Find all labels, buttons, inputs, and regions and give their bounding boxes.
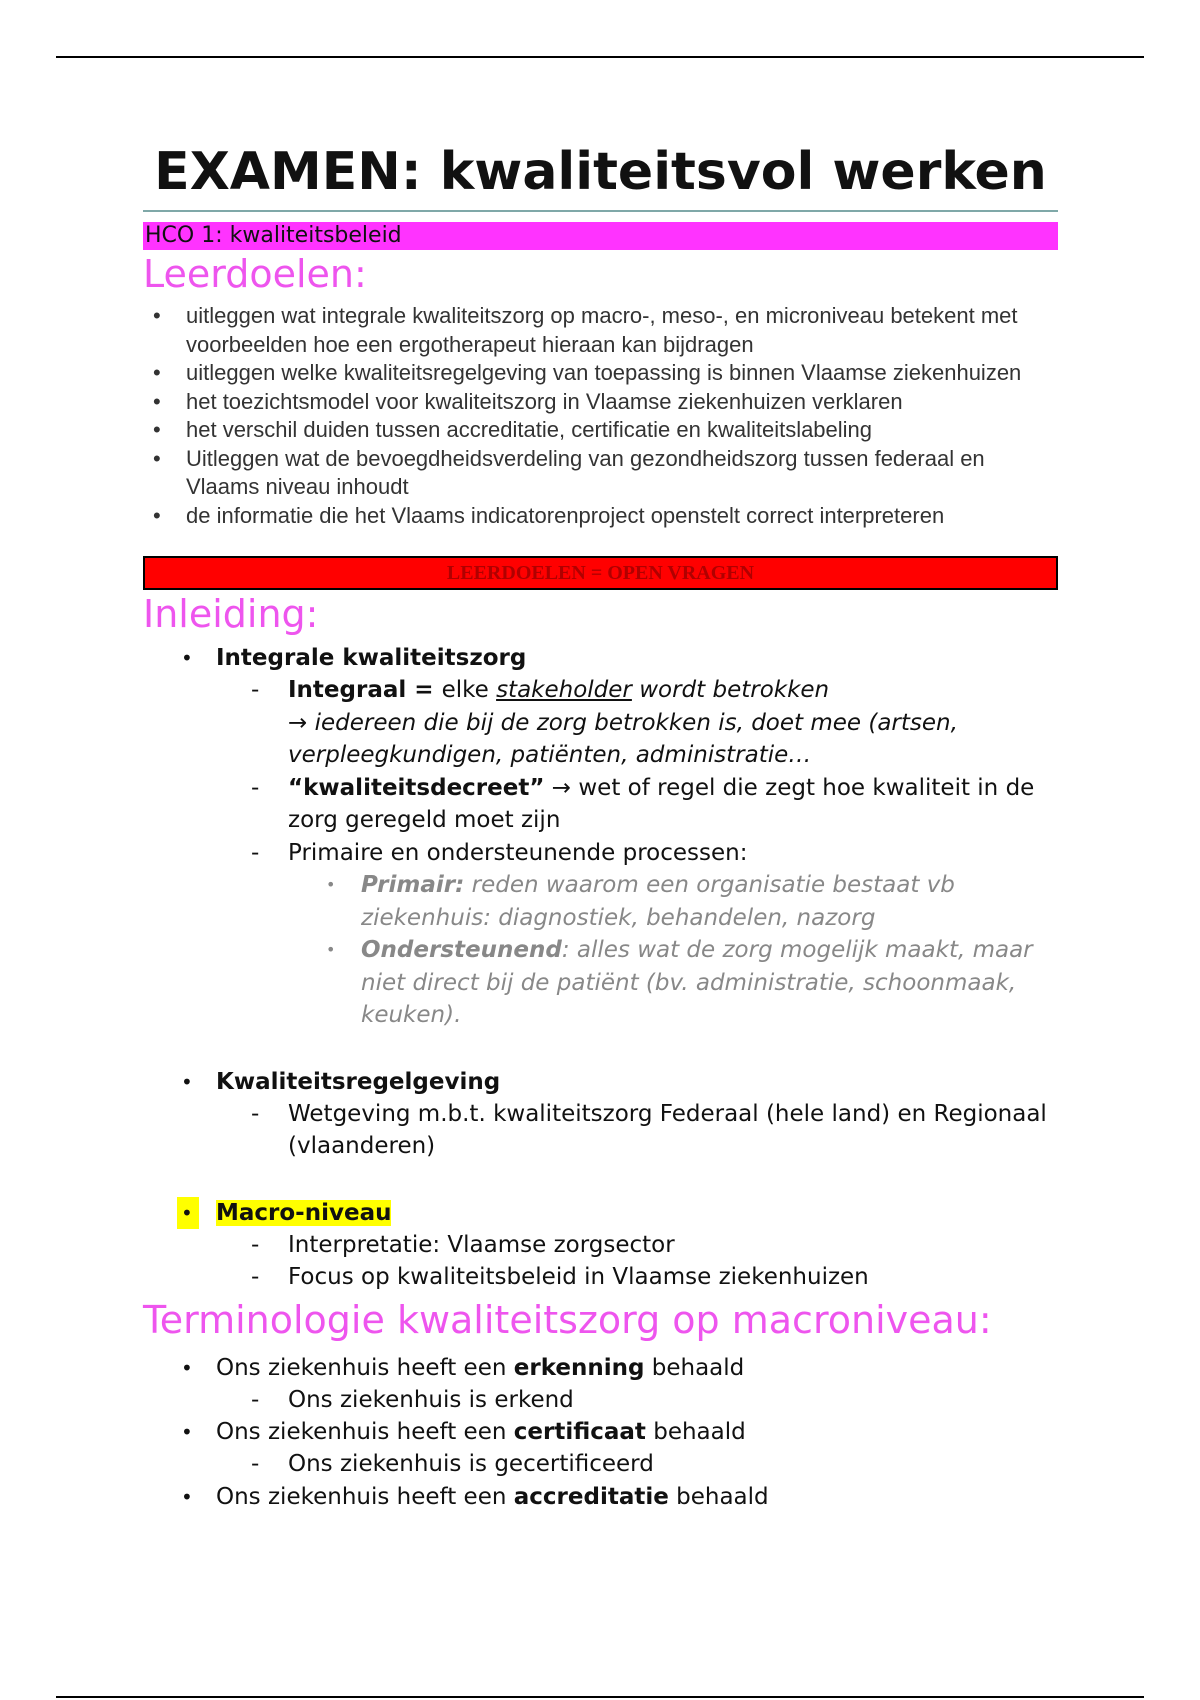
term-prefix: Ons ziekenhuis heeft een bbox=[216, 1354, 514, 1381]
term-prefix: Ons ziekenhuis heeft een bbox=[216, 1419, 514, 1445]
list-item bbox=[143, 837, 1058, 870]
list-item bbox=[143, 1384, 1058, 1417]
integraal-rest: wordt betrokken bbox=[631, 677, 830, 703]
regelgeving-title: Kwaliteitsregelgeving bbox=[216, 1068, 501, 1095]
bullet-icon: • bbox=[326, 875, 336, 894]
list-item bbox=[143, 1448, 1058, 1481]
list-item bbox=[143, 772, 1058, 837]
dash-icon: - bbox=[251, 1231, 260, 1258]
dash-icon: - bbox=[251, 1451, 260, 1477]
dash-icon: - bbox=[251, 1264, 260, 1290]
dash-icon: - bbox=[251, 677, 260, 703]
ondersteunend-term: Ondersteunend bbox=[361, 937, 562, 963]
term-suffix: behaald bbox=[668, 1483, 769, 1510]
primair-rest: reden waarom een organisatie bestaat vb ziekenhuis: diagnostiek, behandelen, nazorg bbox=[361, 872, 955, 931]
dash-icon: - bbox=[251, 774, 260, 801]
term-suffix: behaald bbox=[644, 1354, 745, 1381]
primair-term: Primair: bbox=[361, 872, 465, 898]
erkenning-term: erkenning bbox=[513, 1354, 645, 1381]
certificaat-sub: Ons ziekenhuis is gecertificeerd bbox=[288, 1451, 654, 1477]
open-vragen-banner: LEERDOELEN = OPEN VRAGEN bbox=[143, 556, 1058, 590]
list-item bbox=[143, 1352, 1058, 1384]
list-item: • het verschil duiden tussen accreditatie, certificatie en kwaliteitslabeling bbox=[143, 416, 1058, 445]
processen-label: Primaire en ondersteunende processen: bbox=[288, 839, 748, 866]
integraal-term: Integraal bbox=[288, 677, 407, 703]
list-item bbox=[143, 1098, 1058, 1163]
bullet-icon: • bbox=[181, 1069, 193, 1094]
dash-icon: - bbox=[251, 1100, 260, 1127]
ondersteunend-rest: : alles wat de zorg mogelijk maakt, maar niet direct bij de patiënt (bv. administratie, schoonmaak, keuken). bbox=[361, 937, 1033, 1028]
bullet-icon: • bbox=[326, 940, 336, 959]
list-item bbox=[143, 1066, 1058, 1098]
inleiding-heading: Inleiding: bbox=[143, 592, 319, 636]
hco-label: HCO 1: kwaliteitsbeleid bbox=[143, 222, 1058, 250]
document-body bbox=[143, 140, 1058, 1513]
list-item bbox=[143, 674, 1058, 772]
leerdoelen-heading: Leerdoelen: bbox=[143, 252, 367, 296]
macro-item: Focus op kwaliteitsbeleid in Vlaamse ziekenhuizen bbox=[288, 1264, 869, 1290]
list-item bbox=[143, 869, 1058, 934]
bullet-icon: • bbox=[181, 1420, 193, 1444]
list-item bbox=[143, 1416, 1058, 1448]
list-item: • de informatie die het Vlaams indicatorenproject openstelt correct interpreteren bbox=[143, 502, 1058, 531]
bottom-rule bbox=[56, 1696, 1144, 1698]
list-item bbox=[143, 1197, 1058, 1229]
dash-icon: - bbox=[251, 1386, 260, 1413]
bullet-icon: • bbox=[181, 1484, 193, 1509]
erkenning-sub: Ons ziekenhuis is erkend bbox=[288, 1386, 574, 1413]
decreet-term: “kwaliteitsdecreet” bbox=[288, 774, 545, 801]
accreditatie-term: accreditatie bbox=[513, 1483, 669, 1510]
list-item: • het toezichtsmodel voor kwaliteitszorg in Vlaamse ziekenhuizen verklaren bbox=[143, 388, 1058, 417]
bullet-icon: • bbox=[177, 1197, 199, 1229]
list-item: • Uitleggen wat de bevoegdheidsverdeling van gezondheidszorg tussen federaal en Vlaams niveau inhoudt bbox=[143, 445, 1058, 502]
top-rule bbox=[56, 56, 1144, 58]
terminologie-section bbox=[143, 1352, 1058, 1513]
term-suffix: behaald bbox=[645, 1419, 746, 1445]
list-item bbox=[143, 1481, 1058, 1513]
regelgeving-item: Wetgeving m.b.t. kwaliteitszorg Federaal (hele land) en Regionaal (vlaanderen) bbox=[288, 1100, 1047, 1159]
list-item bbox=[143, 642, 1058, 674]
decreet-rest: → wet of regel die zegt hoe kwaliteit in de zorg geregeld moet zijn bbox=[288, 774, 1035, 833]
bullet-icon: • bbox=[181, 1355, 193, 1380]
equals-sign: = bbox=[406, 677, 442, 703]
terminologie-heading: Terminologie kwaliteitszorg op macroniveau: bbox=[143, 1297, 992, 1342]
list-item bbox=[143, 1261, 1058, 1294]
list-item bbox=[143, 934, 1058, 1032]
list-item bbox=[143, 1229, 1058, 1262]
dash-icon: - bbox=[251, 839, 260, 866]
integraal-detail: → iedereen die bij de zorg betrokken is, doet mee (artsen, verpleegkundigen, patiënten, administratie… bbox=[288, 709, 958, 768]
integraal-elke: elke bbox=[441, 677, 497, 703]
macro-title: Macro-niveau bbox=[216, 1199, 392, 1226]
leerdoelen-list bbox=[143, 302, 1058, 530]
certificaat-term: certificaat bbox=[513, 1419, 646, 1445]
page-title: EXAMEN: kwaliteitsvol werken bbox=[143, 140, 1058, 212]
term-prefix: Ons ziekenhuis heeft een bbox=[216, 1483, 514, 1510]
bullet-icon: • bbox=[181, 646, 193, 670]
inleiding-section bbox=[143, 642, 1058, 1294]
macro-item: Interpretatie: Vlaamse zorgsector bbox=[288, 1231, 675, 1258]
integrale-title: Integrale kwaliteitszorg bbox=[216, 645, 527, 671]
list-item: • uitleggen wat integrale kwaliteitszorg op macro-, meso-, en microniveau betekent met voorbeelden hoe een ergotherapeut hieraan kan bijdragen bbox=[143, 302, 1058, 359]
stakeholder-term: stakeholder bbox=[496, 677, 632, 703]
list-item: • uitleggen welke kwaliteitsregelgeving van toepassing is binnen Vlaamse ziekenhuizen bbox=[143, 359, 1058, 388]
